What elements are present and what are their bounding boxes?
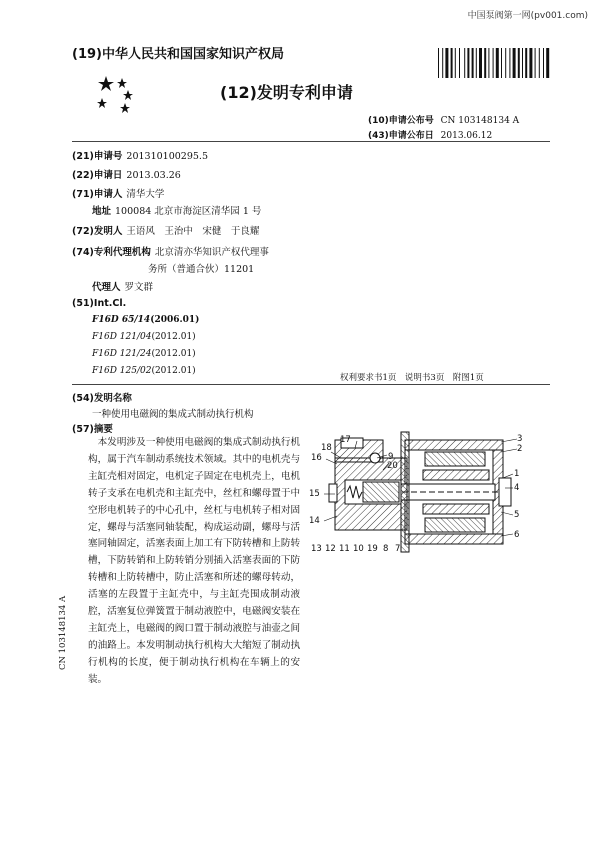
part-label: 8 <box>383 544 389 553</box>
barcode-bar <box>509 48 510 78</box>
application-number-label: (21)申请号 <box>72 151 123 162</box>
barcode-bar <box>472 48 474 78</box>
publication-date: 2013.06.12 <box>440 131 493 141</box>
barcode-bar <box>451 48 453 78</box>
document-type-title: (12)发明专利申请 <box>220 83 353 102</box>
agency-line-1: 北京清亦华知识产权代理事 <box>154 247 269 258</box>
barcode <box>438 48 550 78</box>
barcode-bar <box>496 48 499 78</box>
barcode-bar <box>546 48 549 78</box>
barcode-bar <box>535 48 536 78</box>
barcode-bar <box>488 48 489 78</box>
ipc-entry <box>92 349 196 359</box>
abstract-figure <box>305 428 530 553</box>
barcode-bar <box>543 48 544 78</box>
ipc-code: F16D 125/02 <box>92 366 152 376</box>
barcode-bar <box>525 48 527 78</box>
barcode-bar <box>467 48 469 78</box>
application-number-row <box>72 148 208 162</box>
applicant-row <box>72 186 164 200</box>
filing-date-label: (22)申请日 <box>72 170 123 181</box>
ipc-entry <box>92 366 196 376</box>
part-label: 1 <box>514 469 520 479</box>
part-label: 5 <box>514 510 520 520</box>
agency-line-2: 务所（普通合伙）11201 <box>148 264 255 275</box>
ipc-year: (2012.01) <box>151 332 196 342</box>
pages-info: 权利要求书1页 说明书3页 附图1页 <box>340 373 484 383</box>
address-label: 地址 <box>92 206 112 217</box>
header-divider <box>72 141 550 142</box>
abstract-label-text: (57)摘要 <box>72 424 113 435</box>
inventors-row <box>72 223 259 237</box>
barcode-bar <box>442 48 443 78</box>
part-label: 9 <box>388 452 394 462</box>
part-label: 10 <box>353 544 364 553</box>
publication-date-label: (43)申请公布日 <box>368 131 434 141</box>
part-label: 16 <box>311 453 322 463</box>
abstract-label <box>72 421 113 435</box>
barcode-bar <box>501 48 502 78</box>
side-publication-number: CN 103148134 A <box>58 595 68 670</box>
patent-office-emblem-icon <box>92 74 136 116</box>
part-label: 3 <box>517 434 523 444</box>
part-label: 20 <box>387 461 398 471</box>
ipc-label-text: (51)Int.Cl. <box>72 298 127 309</box>
agent: 罗文群 <box>124 282 154 293</box>
barcode-bar <box>438 48 439 78</box>
ipc-entry <box>92 332 196 342</box>
publication-number-row <box>368 113 519 126</box>
barcode-bar <box>479 48 482 78</box>
part-label: 6 <box>514 530 520 540</box>
ipc-entry <box>92 315 199 325</box>
address: 100084 北京市海淀区清华园 1 号 <box>115 206 262 217</box>
ipc-code: F16D 121/04 <box>92 332 152 342</box>
agency-label: (74)专利代理机构 <box>72 247 151 258</box>
ipc-year: (2006.01) <box>150 315 200 325</box>
publication-number: CN 103148134 A <box>440 116 520 126</box>
part-label: 14 <box>309 516 320 526</box>
part-label: 11 <box>339 544 350 553</box>
ipc-year: (2012.01) <box>151 349 196 359</box>
agency-row <box>72 244 269 258</box>
publication-date-row <box>368 128 492 141</box>
patent-office-name: (19)中华人民共和国国家知识产权局 <box>72 47 284 62</box>
address-row <box>92 203 261 217</box>
barcode-bar <box>459 48 460 78</box>
barcode-bar <box>513 48 516 78</box>
barcode-bar <box>539 48 540 78</box>
inventors: 王语风 王治中 宋健 于良耀 <box>126 226 260 237</box>
invention-title: 一种使用电磁阀的集成式制动执行机构 <box>92 409 254 420</box>
applicant: 清华大学 <box>126 189 165 200</box>
abstract-text: 本发明涉及一种使用电磁阀的集成式制动执行机构，属于汽车制动系统技术领域。其中的电机壳与主缸壳相对固定，电机定子固定在电机壳上，电机转子支承在电机壳和主缸壳中，丝杠和螺母置于中空形电机转子的中心孔中，丝杠与电机转子相对固定，螺母与活塞同轴装配，构成运动副，螺母与活塞同轴固定，活塞表面上加工有下防转槽和上防转槽，下防转销和上防转销分别插入活塞表面的下防转槽和上防转槽中，防止活塞和所述的螺母转动，活塞的左段置于主缸壳中，与主缸壳围成制动液腔，活塞复位弹簧置于制动液腔中，电磁阀安装在主缸壳上，电磁阀的阀口置于制动液腔与油壶之间的油路上。本发明制动执行机构大大缩短了制动执行机构的长度，便于制动执行机构在车辆上的安装。 <box>88 437 300 685</box>
barcode-bar <box>464 48 465 78</box>
barcode-bar <box>493 48 494 78</box>
barcode-bar <box>455 48 456 78</box>
invention-title-label <box>72 390 132 404</box>
biblio-divider <box>72 384 550 385</box>
ipc-code: F16D 65/14 <box>92 315 151 325</box>
part-label: 13 <box>311 544 322 553</box>
filing-date: 2013.03.26 <box>126 170 181 181</box>
part-label: 19 <box>367 544 378 553</box>
barcode-bar <box>445 48 448 78</box>
barcode-bar <box>522 48 523 78</box>
part-label: 17 <box>340 435 351 445</box>
part-label: 15 <box>309 489 320 499</box>
barcode-bar <box>484 48 486 78</box>
barcode-bar <box>529 48 532 78</box>
part-label: 2 <box>517 444 523 454</box>
barcode-bar <box>518 48 520 78</box>
ipc-code: F16D 121/24 <box>92 349 152 359</box>
part-label: 18 <box>321 443 332 453</box>
application-number: 201310100295.5 <box>126 151 209 162</box>
applicant-label: (71)申请人 <box>72 189 123 200</box>
inventors-label: (72)发明人 <box>72 226 123 237</box>
publication-number-label: (10)申请公布号 <box>368 116 434 126</box>
mechanism-drawing <box>329 432 511 552</box>
watermark-text: 中国泵阀第一网(pv001.com) <box>467 11 588 21</box>
invention-title-label-text: (54)发明名称 <box>72 393 132 404</box>
part-label: 7 <box>395 544 401 553</box>
agent-row <box>92 279 153 293</box>
part-label: 4 <box>514 483 520 493</box>
barcode-bar <box>505 48 506 78</box>
barcode-bar <box>476 48 477 78</box>
agent-label: 代理人 <box>92 282 121 293</box>
ipc-year: (2012.01) <box>151 366 196 376</box>
ipc-label <box>72 298 126 309</box>
part-label: 12 <box>325 544 336 553</box>
filing-date-row <box>72 167 181 181</box>
